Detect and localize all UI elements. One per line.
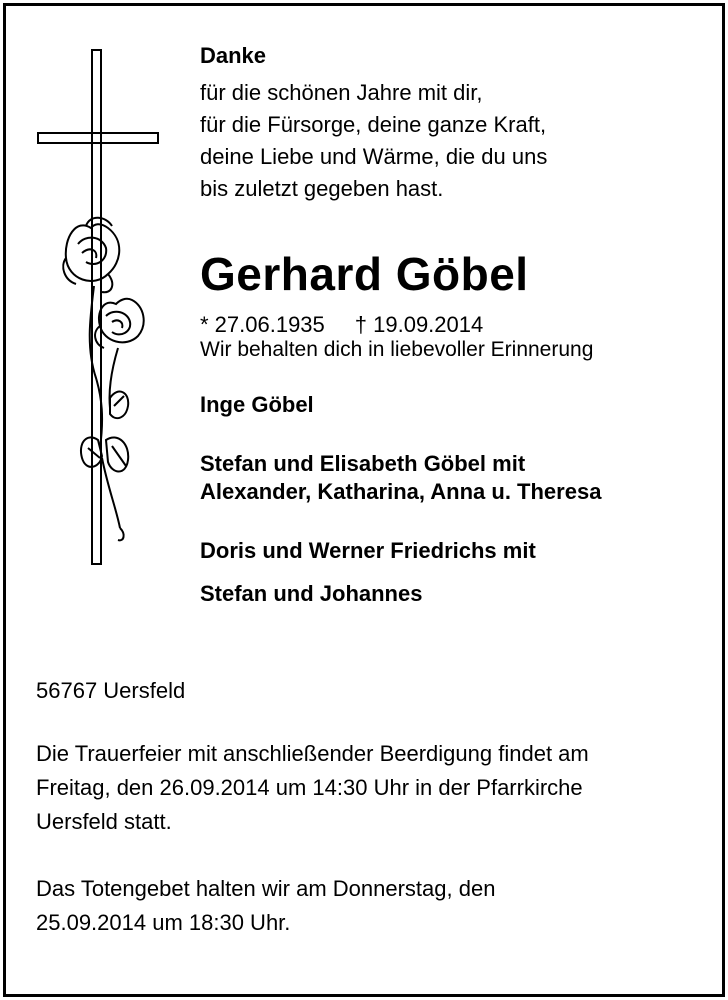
life-dates [200,313,483,337]
thanks-title: Danke [200,43,267,68]
thanks-line: für die schönen Jahre mit dir, [200,80,483,105]
memory-text: Wir behalten dich in liebevoller Erinnerung [200,338,594,361]
service-line: Uersfeld statt. [36,809,172,834]
thanks-line: für die Fürsorge, deine ganze Kraft, [200,112,547,137]
service-info [36,737,589,839]
mourner-line: Alexander, Katharina, Anna u. Theresa [200,479,602,504]
location: 56767 Uersfeld [36,678,186,703]
mourner-line: Stefan und Johannes [200,581,423,606]
prayer-info [36,872,495,940]
prayer-line: 25.09.2014 um 18:30 Uhr. [36,910,291,935]
service-line: Die Trauerfeier mit anschließender Beerdigung findet am [36,741,589,766]
death-date: † 19.09.2014 [354,312,484,337]
thanks-line: bis zuletzt gegeben hast. [200,176,444,201]
thanks-text [200,77,547,205]
mourner-group [200,450,601,506]
mourner-line: Doris und Werner Friedrichs mit [200,538,536,563]
mourner-line: Stefan und Elisabeth Göbel mit [200,451,526,476]
cross-with-roses-icon [36,48,160,568]
service-line: Freitag, den 26.09.2014 um 14:30 Uhr in der Pfarrkirche [36,775,583,800]
mourner-line: Inge Göbel [200,392,314,417]
deceased-name: Gerhard Göbel [200,248,529,300]
birth-date: * 27.06.1935 [200,312,325,337]
prayer-line: Das Totengebet halten wir am Donnerstag, den [36,876,496,901]
thanks-line: deine Liebe und Wärme, die du uns [200,144,548,169]
